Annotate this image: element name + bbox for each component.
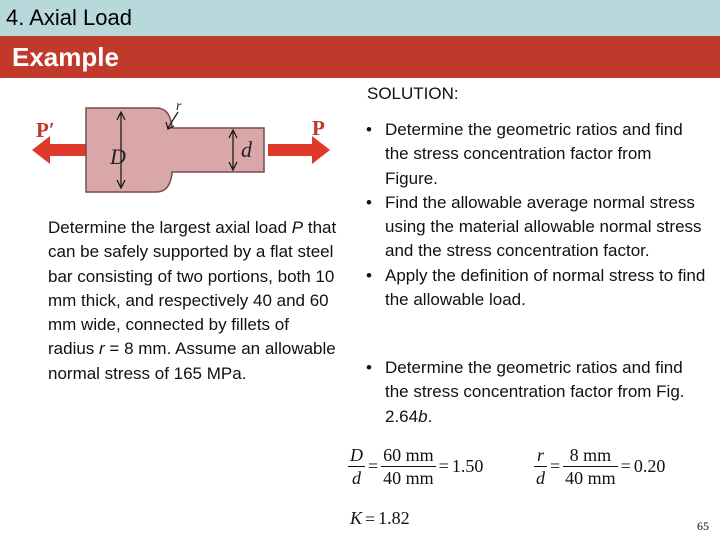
eq2-rhs-num: 8 mm: [563, 444, 618, 467]
eq1-rhs-den: 40 mm: [383, 468, 434, 488]
solution-step-text: Find the allowable average normal stress using the material allowable normal stress and the stress concentration factor.: [385, 192, 702, 261]
problem-text-1: Determine the largest axial load: [48, 218, 292, 237]
bullet-icon: •: [366, 358, 372, 377]
solution-step: [366, 118, 706, 191]
solution-step: [366, 356, 686, 429]
eq2-rhs-den: 40 mm: [565, 468, 616, 488]
bullet-icon: •: [366, 265, 372, 285]
header-bar: [0, 0, 720, 36]
equals-sign: =: [368, 456, 379, 476]
eq1-lhs-den: d: [352, 468, 361, 488]
step-detail-text: Determine the geometric ratios and find the stress concentration factor from Fig. 2.64: [385, 358, 685, 426]
left-force-label: P′: [36, 118, 55, 142]
stress-factor-equation: [350, 508, 410, 530]
eq1-lhs-num: D: [350, 445, 363, 465]
right-force-arrow: [268, 136, 330, 164]
wide-label: D: [110, 144, 126, 169]
radius-variable: r: [99, 339, 105, 359]
eq1-rhs-num: 60 mm: [383, 445, 434, 465]
eq3-lhs: K: [350, 508, 363, 528]
bullet-icon: •: [366, 120, 372, 139]
page-number: 65: [697, 519, 709, 533]
solution-step-text: Determine the geometric ratios and find the stress concentration factor from Figure.: [385, 120, 683, 188]
equals-sign: =: [365, 509, 376, 530]
fillet-label: r: [176, 100, 182, 114]
banner-title: Example: [12, 42, 119, 72]
bullet-icon: •: [366, 192, 372, 212]
eq1-result: 1.50: [451, 456, 484, 476]
problem-text-2: that can be safely supported by a flat steel bar consisting of two portions, both 10 mm thick, and respectively 40 and 60 mm wide, connected by fillets of radius: [48, 218, 337, 359]
ratio-equation-D: [348, 444, 486, 489]
equals-sign: =: [438, 456, 449, 476]
solution-steps: [366, 118, 706, 312]
right-force-label: P: [312, 116, 325, 140]
step-detail-period: .: [427, 406, 433, 426]
solution-step: [366, 264, 706, 313]
bar-figure: [28, 100, 348, 200]
solution-label: SOLUTION:: [367, 84, 459, 103]
load-variable: P: [291, 218, 304, 237]
eq2-result: 0.20: [633, 456, 666, 476]
banner-bar: [0, 36, 720, 78]
eq2-lhs-den: d: [536, 468, 545, 488]
solution-step: [366, 191, 706, 264]
problem-statement: [48, 216, 338, 386]
section-title: 4. Axial Load: [6, 5, 132, 30]
step-detail-figure-letter: b: [418, 406, 428, 426]
problem-text-3: = 8 mm. Assume an allowable normal stress of 165 MPa.: [48, 339, 336, 383]
solution-step-text: Apply the definition of normal stress to find the allowable load.: [385, 265, 706, 310]
equals-sign: =: [550, 456, 561, 476]
narrow-label: d: [241, 137, 252, 162]
ratio-equation-r: [534, 444, 668, 489]
eq3-result: 1.82: [378, 508, 410, 528]
eq2-lhs-num: r: [534, 444, 547, 467]
equals-sign: =: [620, 456, 631, 476]
solution-step-detail: [366, 356, 686, 429]
